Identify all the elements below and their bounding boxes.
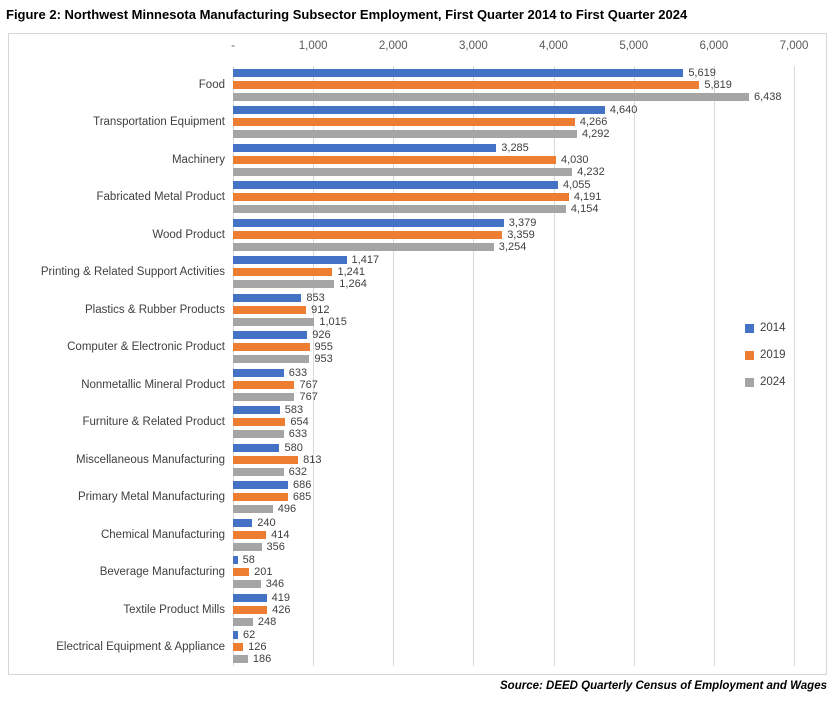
bar-value-label: 953 (314, 353, 333, 366)
legend (745, 322, 786, 403)
bar-value-label: 686 (292, 479, 312, 492)
plot-area (40, 66, 794, 666)
x-tick: 2,000 (378, 40, 408, 52)
bar-value-label: 356 (266, 540, 285, 553)
category-label: Food (198, 78, 225, 91)
category-row (152, 216, 794, 254)
bar-line (233, 404, 794, 417)
bar-2019 (233, 81, 699, 89)
legend-swatch (745, 351, 754, 360)
category-row (85, 291, 794, 329)
bar-line (233, 591, 794, 604)
bar-line (233, 479, 794, 492)
bar-group (233, 441, 794, 478)
bar-2014 (233, 69, 683, 77)
bar-line (233, 566, 794, 579)
bar-value-label: 767 (299, 378, 318, 391)
bar-2014 (233, 444, 279, 452)
bar-value-label: 4,154 (570, 203, 599, 216)
bar-2024 (233, 468, 284, 476)
legend-label: 2024 (760, 376, 786, 388)
bar-2024 (233, 430, 284, 438)
bar-2019 (233, 118, 575, 126)
category-label: Furniture & Related Product (82, 416, 225, 429)
bar-line (233, 128, 794, 141)
bar-2024 (233, 280, 334, 288)
bar-value-label: 1,015 (319, 315, 347, 328)
bar-value-label: 414 (271, 528, 290, 541)
bar-value-label: 6,438 (753, 90, 782, 103)
bar-2014 (233, 256, 347, 264)
bar-2024 (233, 505, 273, 513)
bar-group (233, 554, 794, 591)
bar-group (233, 516, 794, 553)
category-label: Machinery (171, 153, 225, 166)
category-row (171, 141, 794, 179)
bar-line (233, 615, 794, 628)
bar-2014 (233, 556, 238, 564)
category-row (40, 254, 794, 292)
bar-2019 (233, 456, 298, 464)
bar-2019 (233, 381, 294, 389)
bar-value-label: 1,264 (339, 278, 367, 291)
bar-2014 (233, 631, 238, 639)
bar-value-label: 5,619 (688, 66, 716, 79)
bar-2024 (233, 655, 248, 663)
source-note: Source: DEED Quarterly Census of Employment and Wages (500, 680, 827, 692)
bar-2019 (233, 493, 288, 501)
bar-line (233, 540, 794, 553)
bar-line (233, 653, 794, 666)
bar-line (233, 191, 794, 204)
bar-line (233, 254, 794, 267)
bar-line (233, 78, 794, 91)
bar-2024 (233, 355, 309, 363)
bar-value-label: 583 (284, 404, 304, 417)
bar-line (233, 603, 794, 616)
bar-2019 (233, 531, 266, 539)
legend-item-2024 (745, 376, 786, 388)
bar-2024 (233, 168, 572, 176)
bar-value-label: 496 (277, 503, 297, 516)
category-label: Beverage Manufacturing (99, 566, 225, 579)
bar-line (233, 303, 794, 316)
bar-group (233, 329, 794, 366)
category-label: Fabricated Metal Product (96, 191, 225, 204)
legend-swatch (745, 324, 754, 333)
bar-group (233, 216, 794, 253)
category-row (56, 629, 794, 667)
bar-value-label: 186 (252, 653, 272, 666)
bar-line (233, 153, 794, 166)
bar-value-label: 654 (290, 416, 309, 429)
bar-line (233, 641, 794, 654)
bar-value-label: 1,241 (337, 266, 365, 279)
bar-group (233, 404, 794, 441)
bar-line (233, 491, 794, 504)
bar-2014 (233, 144, 496, 152)
legend-swatch (745, 378, 754, 387)
bar-value-label: 632 (288, 465, 307, 478)
bar-value-label: 685 (292, 491, 312, 504)
bar-2024 (233, 580, 261, 588)
bar-2024 (233, 205, 566, 213)
x-tick: 1,000 (298, 40, 328, 52)
bar-line (233, 179, 794, 192)
bar-line (233, 104, 794, 117)
chart-area (8, 33, 827, 675)
bar-group (233, 629, 794, 666)
bar-value-label: 4,030 (560, 153, 589, 166)
bar-line (233, 341, 794, 354)
category-label: Textile Product Mills (123, 603, 225, 616)
x-tick: 3,000 (459, 40, 488, 52)
bar-group (233, 254, 794, 291)
bar-2019 (233, 231, 502, 239)
bar-2019 (233, 268, 332, 276)
chart-title: Figure 2: Northwest Minnesota Manufacturing Subsector Employment, First Quarter 2014 to First Quarter 2024 (6, 7, 688, 22)
bar-value-label: 248 (257, 615, 277, 628)
bar-2019 (233, 343, 310, 351)
bar-2014 (233, 519, 252, 527)
bar-value-label: 5,819 (704, 78, 732, 91)
bar-line (233, 578, 794, 591)
bar-line (233, 165, 794, 178)
category-label: Plastics & Rubber Products (85, 303, 225, 316)
bar-group (233, 366, 794, 403)
category-label: Primary Metal Manufacturing (78, 491, 225, 504)
bar-line (233, 266, 794, 279)
bar-value-label: 813 (303, 453, 322, 466)
bar-value-label: 4,055 (562, 179, 591, 192)
bar-line (233, 353, 794, 366)
bar-value-label: 4,232 (577, 165, 605, 178)
bar-2014 (233, 181, 558, 189)
category-row (67, 329, 794, 367)
bar-value-label: 126 (248, 641, 267, 654)
category-row (76, 441, 794, 479)
bar-value-label: 4,191 (573, 191, 602, 204)
bar-value-label: 926 (312, 329, 331, 342)
category-label: Miscellaneous Manufacturing (76, 453, 225, 466)
bar-2014 (233, 406, 280, 414)
category-label: Nonmetallic Mineral Product (81, 378, 225, 391)
bar-line (233, 416, 794, 429)
bar-line (233, 216, 794, 229)
bar-line (233, 528, 794, 541)
bar-2014 (233, 369, 284, 377)
bar-value-label: 201 (254, 566, 273, 579)
bar-value-label: 3,285 (501, 141, 529, 154)
category-row (93, 104, 794, 142)
bar-value-label: 346 (265, 578, 285, 591)
x-tick: 6,000 (699, 40, 729, 52)
bar-line (233, 428, 794, 441)
bar-line (233, 378, 794, 391)
bar-2014 (233, 219, 504, 227)
x-tick: 5,000 (619, 40, 649, 52)
bar-value-label: 3,254 (498, 240, 527, 253)
bar-value-label: 955 (314, 341, 333, 354)
bar-group (233, 591, 794, 628)
bar-2024 (233, 93, 749, 101)
bar-2024 (233, 393, 294, 401)
bar-line (233, 629, 794, 642)
bar-line (233, 228, 794, 241)
bar-value-label: 633 (288, 428, 308, 441)
bar-group (233, 141, 794, 178)
category-row (81, 366, 794, 404)
x-tick: 7,000 (779, 40, 809, 52)
bar-line (233, 90, 794, 103)
bar-2024 (233, 130, 577, 138)
bar-value-label: 240 (257, 516, 276, 529)
bar-line (233, 278, 794, 291)
bar-value-label: 853 (306, 291, 325, 304)
bar-line (233, 554, 794, 567)
bar-2019 (233, 418, 285, 426)
bar-value-label: 633 (288, 366, 308, 379)
legend-item-2014 (745, 322, 786, 334)
bar-value-label: 62 (242, 629, 256, 642)
category-row (78, 479, 794, 517)
category-row (82, 404, 794, 442)
bar-value-label: 58 (242, 554, 255, 567)
category-label: Electrical Equipment & Appliance (56, 641, 225, 654)
category-label: Chemical Manufacturing (100, 528, 225, 541)
x-tick: - (231, 40, 235, 52)
category-row (99, 554, 794, 592)
gridline (794, 66, 795, 666)
bar-group (233, 479, 794, 516)
bar-line (233, 203, 794, 216)
bar-2014 (233, 294, 301, 302)
bar-value-label: 4,266 (579, 116, 608, 129)
bar-line (233, 441, 794, 454)
bar-2024 (233, 618, 253, 626)
bar-line (233, 141, 794, 154)
bar-2024 (233, 543, 262, 551)
bar-line (233, 503, 794, 516)
x-tick: 4,000 (539, 40, 568, 52)
bar-value-label: 4,292 (581, 128, 610, 141)
category-row (96, 179, 794, 217)
bar-line (233, 366, 794, 379)
bar-group (233, 179, 794, 216)
legend-label: 2014 (760, 322, 786, 334)
legend-item-2019 (745, 349, 786, 361)
bar-value-label: 767 (299, 390, 318, 403)
bar-value-label: 912 (311, 303, 330, 316)
bar-2019 (233, 156, 556, 164)
category-label: Printing & Related Support Activities (40, 266, 225, 279)
bar-line (233, 116, 794, 129)
bar-2024 (233, 318, 314, 326)
bar-line (233, 390, 794, 403)
bar-line (233, 516, 794, 529)
category-label: Computer & Electronic Product (67, 341, 225, 354)
bar-2014 (233, 331, 307, 339)
bar-2014 (233, 481, 288, 489)
bar-line (233, 453, 794, 466)
bar-value-label: 3,379 (508, 216, 537, 229)
category-label: Transportation Equipment (93, 116, 225, 129)
bar-2024 (233, 243, 494, 251)
bar-group (233, 66, 794, 103)
bar-2014 (233, 594, 267, 602)
bar-2019 (233, 306, 306, 314)
bar-2014 (233, 106, 605, 114)
bar-value-label: 580 (284, 441, 303, 454)
bar-2019 (233, 643, 243, 651)
bar-line (233, 465, 794, 478)
bar-line (233, 240, 794, 253)
bar-value-label: 419 (271, 591, 290, 604)
bar-2019 (233, 606, 267, 614)
bar-value-label: 4,640 (609, 104, 638, 117)
category-label: Wood Product (152, 228, 225, 241)
bar-line (233, 329, 794, 342)
category-row (198, 66, 794, 104)
bar-2019 (233, 568, 249, 576)
category-row (123, 591, 794, 629)
bar-2019 (233, 193, 569, 201)
bar-group (233, 104, 794, 141)
x-axis (231, 40, 809, 54)
bar-value-label: 3,359 (507, 228, 535, 241)
bar-line (233, 66, 794, 79)
bar-line (233, 291, 794, 304)
category-row (100, 516, 794, 554)
bar-value-label: 1,417 (351, 254, 380, 267)
bar-value-label: 426 (272, 603, 291, 616)
legend-label: 2019 (760, 349, 786, 361)
